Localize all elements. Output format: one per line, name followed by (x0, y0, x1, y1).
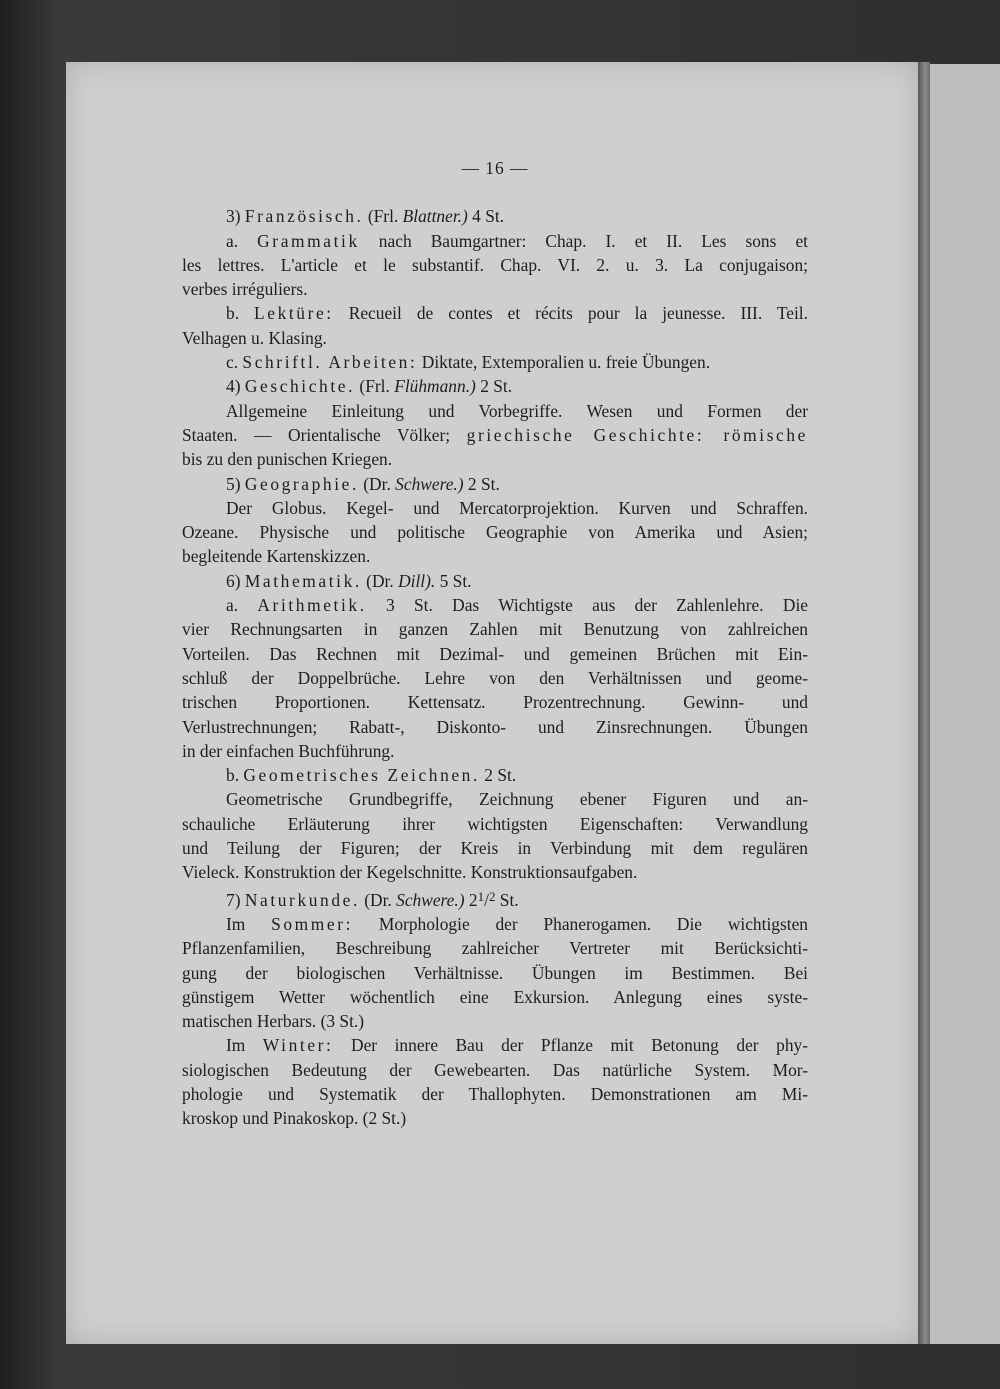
text-run: 2 St. (463, 473, 500, 494)
text-line (182, 961, 808, 985)
paragraph (182, 204, 808, 228)
spaced-heading: Arithmetik. (257, 595, 367, 616)
spaced-heading: Geometrisches Zeichnen. (243, 765, 480, 786)
text-run: c. (226, 352, 243, 373)
text-run: begleitende Kartenskizzen. (182, 546, 371, 567)
text-run: Recueil de contes et récits pour la jeunesse. III. Teil. (333, 303, 808, 324)
text-run: in der einfachen Buchführung. (182, 740, 395, 761)
text-run: Der Globus. Kegel- und Mercatorprojektion. Kurven und Schraffen. (226, 497, 808, 518)
spaced-heading: Französisch. (244, 206, 364, 227)
text-run: 7) (226, 889, 245, 910)
text-line (182, 860, 808, 884)
text-line (182, 936, 808, 960)
text-run: b. (226, 303, 255, 324)
spaced-heading: Winter: (262, 1035, 334, 1056)
text-run: Vorteilen. Das Rechnen mit Dezimal- und gemeinen Brüchen mit Ein- (182, 643, 808, 664)
text-line (182, 423, 808, 447)
paragraph (182, 399, 808, 472)
book-spine (918, 62, 930, 1344)
spaced-heading: Geographie. (244, 473, 359, 494)
paragraph (182, 1033, 808, 1130)
text-run: schluß der Doppelbrüche. Lehre von den Verhältnissen und geome- (182, 667, 808, 688)
text-line (182, 985, 808, 1009)
text-run: gung der biologischen Verhältnisse. Übungen im Bestimmen. Bei (182, 962, 808, 983)
spaced-heading: griechische Geschichte: römische (466, 424, 808, 445)
text-line (182, 326, 808, 350)
text-line (182, 496, 808, 520)
text-run: Der innere Bau der Pflanze mit Betonung der phy- (333, 1035, 809, 1056)
teacher-name: Blattner.) (402, 206, 468, 227)
text-line (182, 472, 808, 496)
text-run: Velhagen u. Klasing. (182, 327, 327, 348)
text-run: kroskop und Pinakoskop. (2 St.) (182, 1108, 407, 1129)
text-run: phologie und Systematik der Thallophyten. Demonstrationen am Mi- (182, 1083, 808, 1104)
text-line (182, 763, 808, 787)
paragraph (182, 350, 808, 374)
text-line (182, 569, 808, 593)
text-line (182, 447, 808, 471)
paragraph (182, 885, 808, 912)
page-content (182, 150, 808, 1131)
teacher-name: Dill). (398, 570, 436, 591)
spaced-heading: Schriftl. Arbeiten: (242, 352, 418, 373)
page-number: — 16 — (461, 158, 529, 178)
text-line (182, 715, 808, 739)
text-run: les lettres. L'article et le substantif. Chap. VI. 2. u. 3. La conjugaison; (182, 254, 808, 275)
text-line (182, 1082, 808, 1106)
text-run: Geometrische Grundbegriffe, Zeichnung ebener Figuren und an- (226, 789, 808, 810)
text-line (182, 617, 808, 641)
text-line (182, 399, 808, 423)
text-run: Staaten. — Orientalische Völker; (182, 424, 467, 445)
text-line (182, 350, 808, 374)
text-run: (Dr. (361, 570, 399, 591)
text-line (182, 885, 808, 912)
text-run: (Dr. (358, 473, 396, 494)
paragraph (182, 472, 808, 496)
text-run: bis zu den punischen Kriegen. (182, 449, 393, 470)
spaced-heading: Naturkunde. (244, 889, 360, 910)
teacher-name: Flühmann.) (394, 376, 476, 397)
text-run: siologischen Bedeutung der Gewebearten. Das natürliche System. Mor- (182, 1059, 808, 1080)
text-run: trischen Proportionen. Kettensatz. Prozentrechnung. Gewinn- und (182, 692, 808, 713)
text-run: (Dr. (359, 889, 397, 910)
text-run: Allgemeine Einleitung und Vorbegriffe. Wesen und Formen der (226, 400, 808, 421)
text-run: b. (226, 765, 244, 786)
text-run: Im (226, 913, 272, 934)
text-run: matischen Herbars. (3 St.) (182, 1011, 365, 1032)
paragraph (182, 593, 808, 763)
text-line (182, 1009, 808, 1033)
text-run: (Frl. (363, 206, 403, 227)
teacher-name: Schwere.) (395, 473, 464, 494)
text-run: Morphologie der Phanerogamen. Die wichtigsten (353, 913, 808, 934)
adjacent-page-edge (930, 64, 1000, 1344)
paragraph (182, 301, 808, 350)
text-run: / (484, 889, 489, 910)
text-run: 5) (226, 473, 245, 494)
text-line (182, 520, 808, 544)
text-run: 4 St. (467, 206, 505, 227)
text-run: Vieleck. Konstruktion der Kegelschnitte. Konstruktionsaufgaben. (182, 862, 638, 883)
paragraph (182, 787, 808, 884)
text-line (182, 253, 808, 277)
text-run: schauliche Erläuterung ihrer wichtigsten Eigenschaften: Verwandlung (182, 813, 808, 834)
text-run: Diktate, Extemporalien u. freie Übungen. (417, 352, 711, 373)
text-run: a. (226, 595, 258, 616)
spaced-heading: Lektüre: (254, 303, 334, 324)
spaced-heading: Sommer: (271, 913, 354, 934)
text-line (182, 277, 808, 301)
text-run: 2 (488, 888, 496, 904)
spaced-heading: Geschichte. (244, 376, 356, 397)
paragraph (182, 763, 808, 787)
paragraph (182, 569, 808, 593)
text-run: 1 (477, 888, 485, 904)
text-line (182, 1058, 808, 1082)
text-line (182, 374, 808, 398)
body-text (182, 204, 808, 1130)
text-run: a. (226, 230, 258, 251)
text-line (182, 229, 808, 253)
text-line (182, 1033, 808, 1057)
text-run: Ozeane. Physische und politische Geographie von Amerika und Asien; (182, 522, 808, 543)
teacher-name: Schwere.) (396, 889, 465, 910)
text-run: 2 (464, 889, 478, 910)
text-run: (Frl. (355, 376, 395, 397)
paragraph (182, 496, 808, 569)
text-line (182, 544, 808, 568)
text-run: Pflanzenfamilien, Beschreibung zahlreicher Vertreter mit Berücksichti- (182, 938, 808, 959)
text-line (182, 204, 808, 228)
text-run: nach Baumgartner: Chap. I. et II. Les sons et (359, 230, 808, 251)
spaced-heading: Mathematik. (244, 570, 362, 591)
text-run: 5 St. (435, 570, 472, 591)
text-line (182, 812, 808, 836)
text-run: 2 St. (475, 376, 513, 397)
text-line (182, 836, 808, 860)
text-line (182, 787, 808, 811)
text-run: und Teilung der Figuren; der Kreis in Verbindung mit dem regulären (182, 838, 808, 859)
text-line (182, 1106, 808, 1130)
spaced-heading: Grammatik (257, 230, 360, 251)
paragraph (182, 912, 808, 1033)
text-run: 3) (226, 206, 245, 227)
text-run: Im (226, 1035, 263, 1056)
text-run: 2 St. (479, 765, 517, 786)
text-run: vier Rechnungsarten in ganzen Zahlen mit Benutzung von zahlreichen (182, 619, 808, 640)
text-line (182, 912, 808, 936)
text-run: günstigem Wetter wöchentlich eine Exkursion. Anlegung eines syste- (182, 986, 808, 1007)
text-run: 3 St. Das Wichtigste aus der Zahlenlehre. Die (366, 595, 808, 616)
text-run: Verlustrechnungen; Rabatt-, Diskonto- und Zinsrechnungen. Übungen (182, 716, 808, 737)
text-line (182, 593, 808, 617)
text-run: 6) (226, 570, 245, 591)
paragraph (182, 374, 808, 398)
text-run: 4) (226, 376, 245, 397)
text-line (182, 642, 808, 666)
text-line (182, 301, 808, 325)
text-line (182, 739, 808, 763)
text-run: verbes irréguliers. (182, 279, 308, 300)
text-line (182, 690, 808, 714)
text-run: St. (495, 889, 519, 910)
paragraph (182, 229, 808, 302)
text-line (182, 666, 808, 690)
